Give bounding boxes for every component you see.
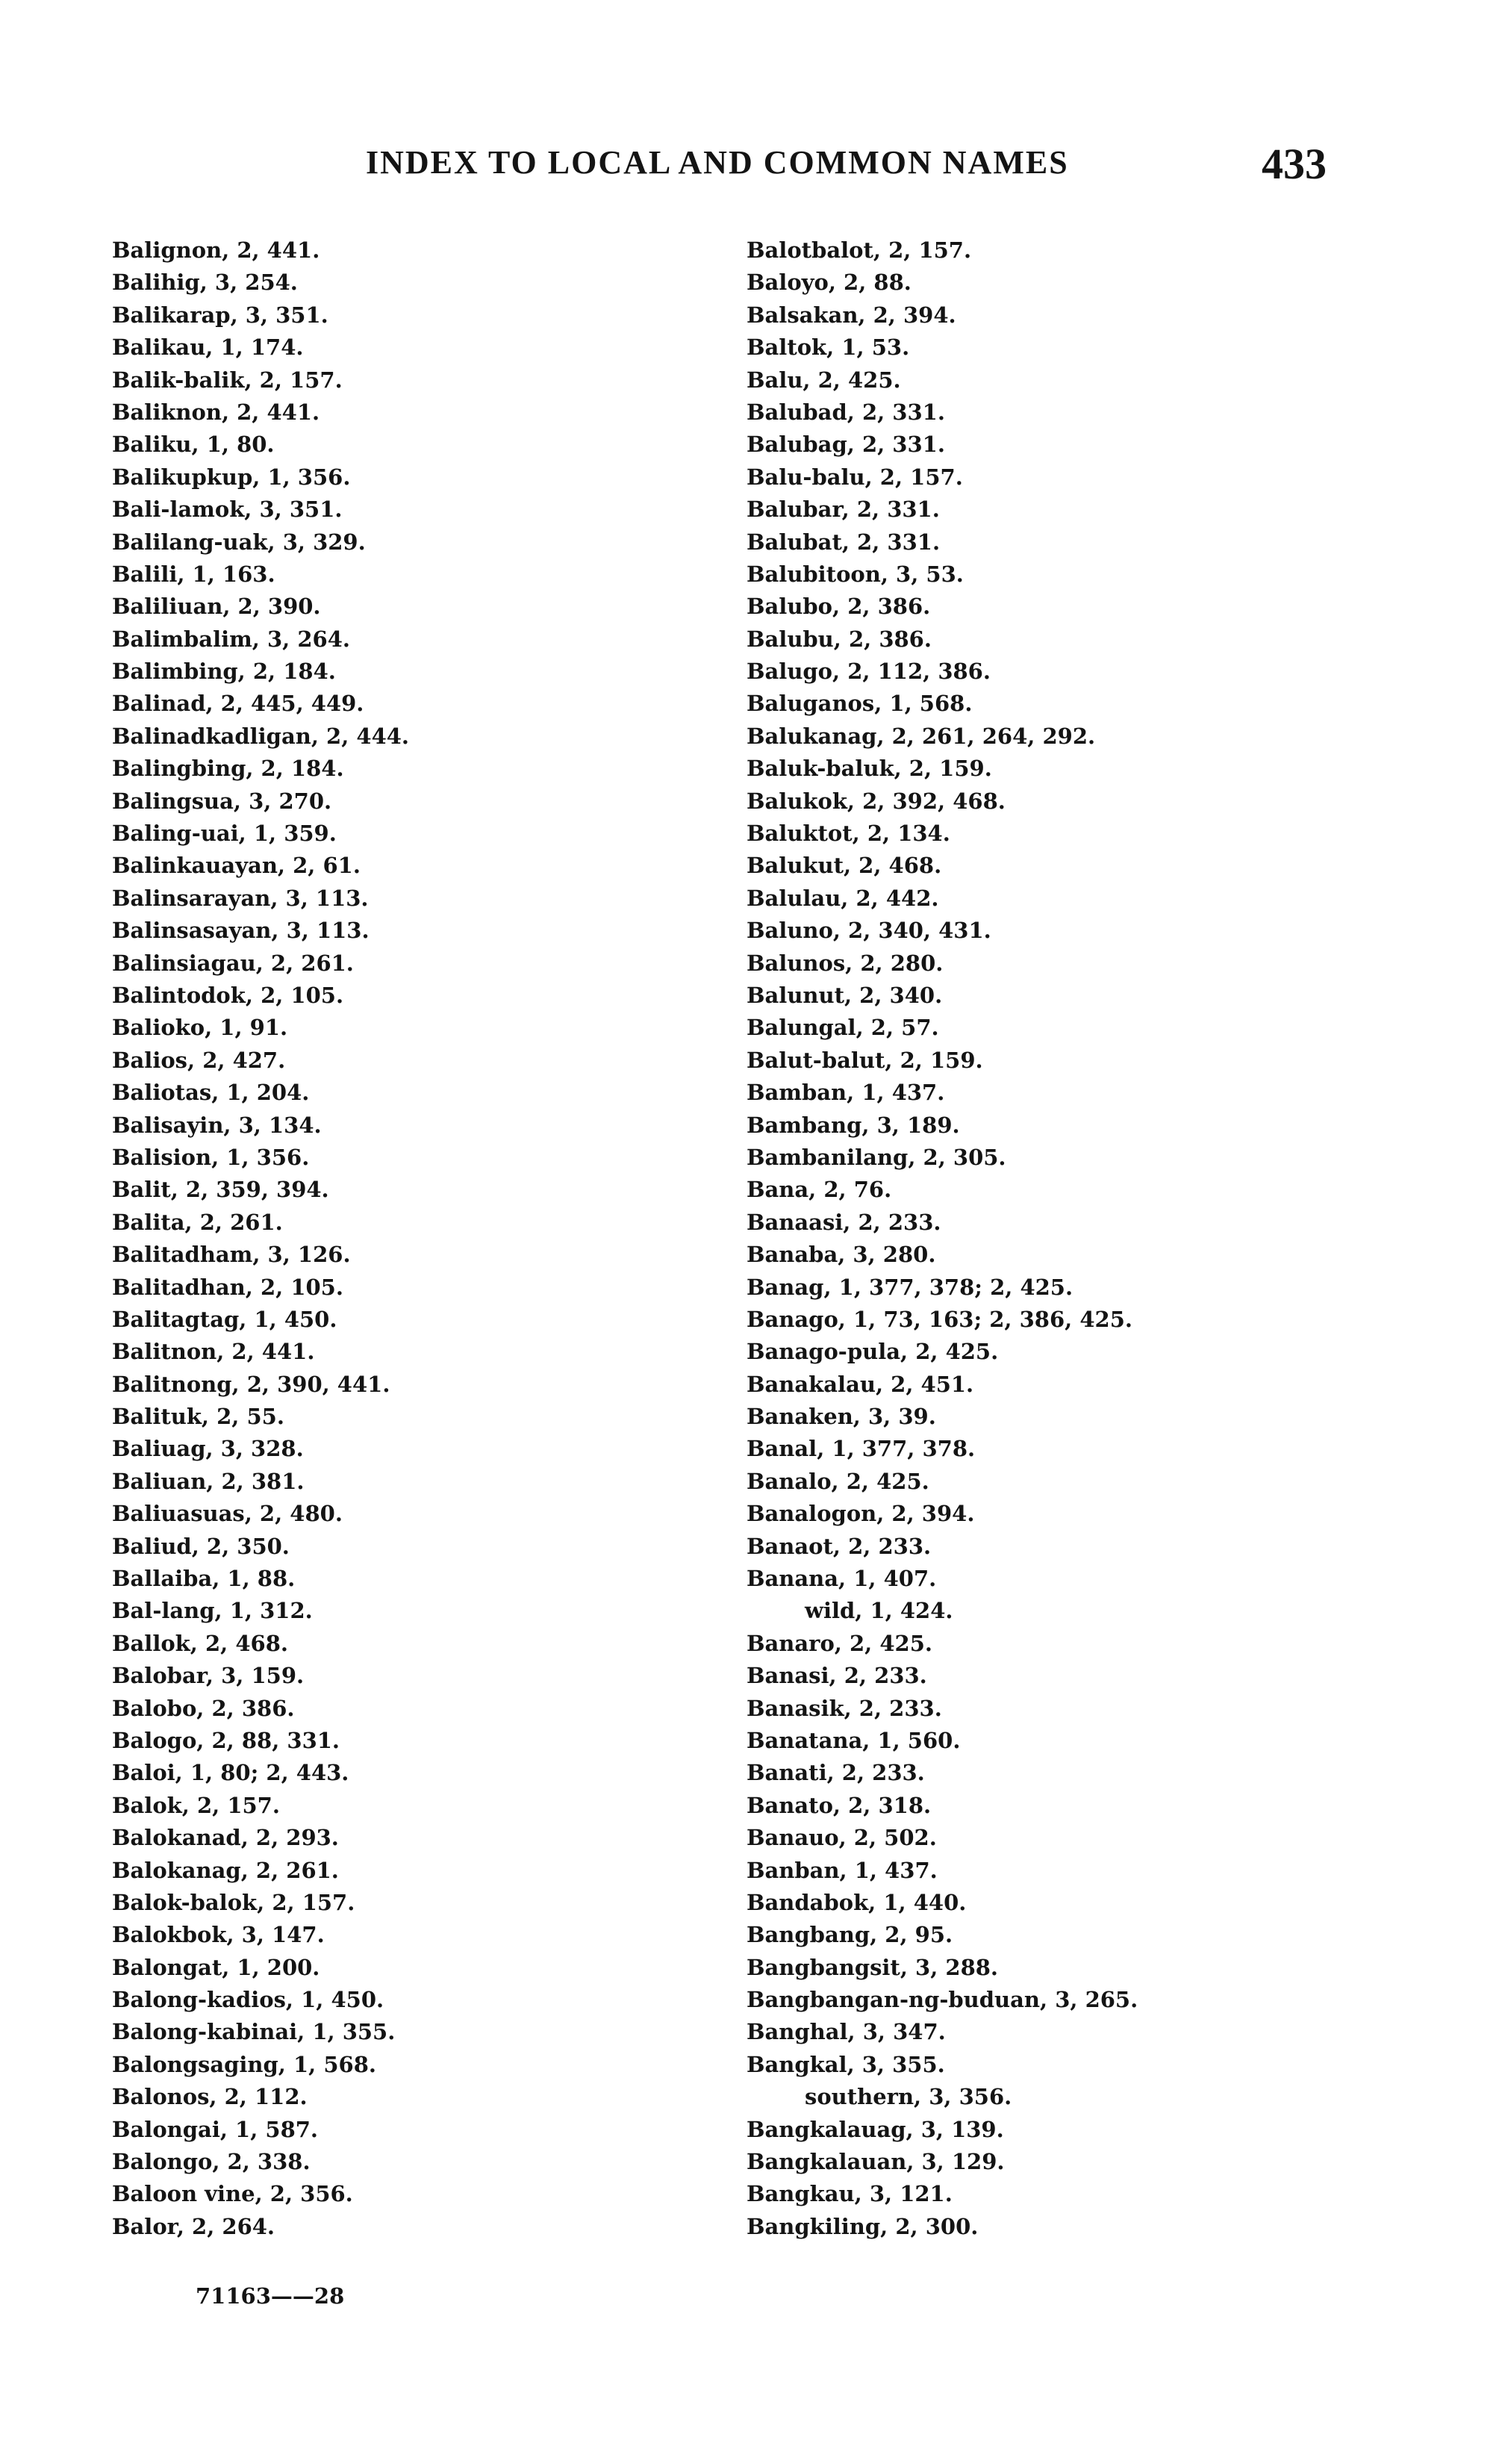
- index-entry: Balit, 2, 359, 394.: [112, 1177, 329, 1203]
- index-entry: Bangkau, 3, 121.: [747, 2181, 953, 2207]
- index-entry: Balunos, 2, 280.: [747, 950, 944, 976]
- index-entry: Bamban, 1, 437.: [747, 1080, 945, 1106]
- index-entry: Balubitoon, 3, 53.: [747, 561, 964, 587]
- index-entry: Balong-kadios, 1, 450.: [112, 1987, 384, 2013]
- index-entry: Baliud, 2, 350.: [112, 1533, 290, 1559]
- index-entry: Baliknon, 2, 441.: [112, 399, 320, 425]
- index-entry: Banal, 1, 377, 378.: [747, 1436, 976, 1462]
- index-entry: Banaot, 2, 233.: [747, 1533, 932, 1559]
- index-entry: Bangbang, 2, 95.: [747, 1922, 953, 1948]
- index-entry: Baluganos, 1, 568.: [747, 691, 973, 717]
- index-entry: Balitagtag, 1, 450.: [112, 1306, 337, 1332]
- index-entry: Bambang, 3, 189.: [747, 1112, 960, 1138]
- index-entry: Balingsua, 3, 270.: [112, 788, 332, 814]
- index-entry: Bandabok, 1, 440.: [747, 1889, 967, 1915]
- index-column-left: [112, 234, 724, 2243]
- index-entry: Banakalau, 2, 451.: [747, 1371, 974, 1397]
- index-entry: Bal-lang, 1, 312.: [112, 1598, 313, 1624]
- index-entry: Baling-uai, 1, 359.: [112, 821, 337, 847]
- index-entry: Baliotas, 1, 204.: [112, 1080, 310, 1106]
- index-entry: Baluktot, 2, 134.: [747, 821, 950, 847]
- index-entry: Balongsaging, 1, 568.: [112, 2051, 376, 2077]
- index-entry: Balubat, 2, 331.: [747, 529, 941, 555]
- index-subentry: wild, 1, 424.: [805, 1598, 953, 1624]
- index-entry: Balsakan, 2, 394.: [747, 302, 956, 328]
- index-entry: Balinad, 2, 445, 449.: [112, 691, 364, 717]
- index-entry: Bangbangsit, 3, 288.: [747, 1954, 999, 1980]
- index-entry: Baloyo, 2, 88.: [747, 270, 912, 296]
- index-entry: Bangkalauag, 3, 139.: [747, 2116, 1004, 2142]
- index-entry: Baltok, 1, 53.: [747, 335, 910, 361]
- index-entry: Balubo, 2, 386.: [747, 594, 931, 620]
- index-entry: Balunut, 2, 340.: [747, 982, 943, 1008]
- index-entry: Banalogon, 2, 394.: [747, 1501, 975, 1527]
- index-entry: Banghal, 3, 347.: [747, 2019, 946, 2045]
- index-entry: Banasi, 2, 233.: [747, 1663, 927, 1689]
- printer-signature: 71163——28: [196, 2283, 345, 2309]
- index-entry: Balimbing, 2, 184.: [112, 659, 336, 685]
- index-entry: Balinkauayan, 2, 61.: [112, 853, 361, 879]
- index-entry: Balukanag, 2, 261, 264, 292.: [747, 723, 1096, 749]
- index-entry: Banag, 1, 377, 378; 2, 425.: [747, 1274, 1073, 1300]
- index-entry: Bangkiling, 2, 300.: [747, 2213, 979, 2239]
- index-entry: Balonos, 2, 112.: [112, 2084, 308, 2110]
- index-entry: Banaro, 2, 425.: [747, 1630, 932, 1656]
- index-entry: Banalo, 2, 425.: [747, 1468, 929, 1494]
- index-entry: Balobo, 2, 386.: [112, 1695, 295, 1721]
- index-entry: Bali-lamok, 3, 351.: [112, 497, 343, 523]
- index-entry: Balintodok, 2, 105.: [112, 982, 344, 1008]
- index-entry: Balitnon, 2, 441.: [112, 1339, 315, 1365]
- index-entry: Ballok, 2, 468.: [112, 1630, 288, 1656]
- index-entry: Balongai, 1, 587.: [112, 2116, 319, 2142]
- index-entry: Baliliuan, 2, 390.: [112, 594, 321, 620]
- index-entry: Balok-balok, 2, 157.: [112, 1889, 355, 1915]
- index-entry: Balisayin, 3, 134.: [112, 1112, 322, 1138]
- index-entry: Balok, 2, 157.: [112, 1792, 280, 1818]
- index-entry: Banaken, 3, 39.: [747, 1404, 936, 1430]
- index-entry: Balor, 2, 264.: [112, 2213, 275, 2239]
- index-entry: Balios, 2, 427.: [112, 1047, 286, 1073]
- index-entry: Balioko, 1, 91.: [112, 1015, 288, 1041]
- index-entry: Balita, 2, 261.: [112, 1209, 283, 1235]
- index-entry: Balinsiagau, 2, 261.: [112, 950, 354, 976]
- index-entry: Balogo, 2, 88, 331.: [112, 1727, 340, 1753]
- index-entry: Baliuag, 3, 328.: [112, 1436, 304, 1462]
- index-entry: Balu, 2, 425.: [747, 367, 901, 393]
- index-entry: Baliku, 1, 80.: [112, 432, 275, 458]
- index-entry: Balili, 1, 163.: [112, 561, 275, 587]
- index-entry: Balokanag, 2, 261.: [112, 1857, 339, 1883]
- index-entry: Balinsarayan, 3, 113.: [112, 885, 369, 911]
- index-entry: Balinadkadligan, 2, 444.: [112, 723, 410, 749]
- index-entry: Balihig, 3, 254.: [112, 270, 298, 296]
- index-entry: Baluk-baluk, 2, 159.: [747, 756, 992, 782]
- index-entry: Banasik, 2, 233.: [747, 1695, 942, 1721]
- index-entry: Bambanilang, 2, 305.: [747, 1144, 1006, 1170]
- index-entry: Banaasi, 2, 233.: [747, 1209, 941, 1235]
- index-entry: Banago, 1, 73, 163; 2, 386, 425.: [747, 1306, 1132, 1332]
- index-entry: Balong-kabinai, 1, 355.: [112, 2019, 396, 2045]
- index-entry: Balingbing, 2, 184.: [112, 756, 344, 782]
- index-entry: Bangbangan-ng-buduan, 3, 265.: [747, 1987, 1138, 2013]
- index-entry: Balugo, 2, 112, 386.: [747, 659, 991, 685]
- index-entry: Balitadhan, 2, 105.: [112, 1274, 343, 1300]
- index-entry: Balubu, 2, 386.: [747, 626, 932, 652]
- index-entry: Balitadham, 3, 126.: [112, 1242, 351, 1268]
- index-entry: Balinsasayan, 3, 113.: [112, 918, 370, 944]
- index-entry: Balimbalim, 3, 264.: [112, 626, 350, 652]
- index-entry: Baluno, 2, 340, 431.: [747, 918, 991, 944]
- index-entry: Balikarap, 3, 351.: [112, 302, 328, 328]
- index-entry: Baloon vine, 2, 356.: [112, 2181, 353, 2207]
- index-subentry: southern, 3, 356.: [805, 2084, 1012, 2110]
- index-entry: Balituk, 2, 55.: [112, 1404, 284, 1430]
- index-entry: Bangkalauan, 3, 129.: [747, 2149, 1005, 2175]
- page-header-title: INDEX TO LOCAL AND COMMON NAMES: [366, 144, 1069, 181]
- index-column-right: [747, 234, 1418, 2243]
- index-entry: Balokanad, 2, 293.: [112, 1825, 339, 1851]
- index-entry: Baloi, 1, 80; 2, 443.: [112, 1760, 349, 1786]
- index-entry: Bangkal, 3, 355.: [747, 2051, 945, 2077]
- index-entry: Balubag, 2, 331.: [747, 432, 945, 458]
- index-entry: Bana, 2, 76.: [747, 1177, 892, 1203]
- index-entry: Balikupkup, 1, 356.: [112, 464, 351, 490]
- index-entry: Baliuasuas, 2, 480.: [112, 1501, 343, 1527]
- index-entry: Balut-balut, 2, 159.: [747, 1047, 983, 1073]
- index-entry: Banatana, 1, 560.: [747, 1727, 961, 1753]
- index-entry: Balukok, 2, 392, 468.: [747, 788, 1006, 814]
- index-entry: Balokbok, 3, 147.: [112, 1922, 325, 1948]
- index-entry: Balulau, 2, 442.: [747, 885, 939, 911]
- index-entry: Balongat, 1, 200.: [112, 1954, 320, 1980]
- index-entry: Banago-pula, 2, 425.: [747, 1339, 999, 1365]
- index-entry: Banaba, 3, 280.: [747, 1242, 936, 1268]
- index-entry: Banana, 1, 407.: [747, 1566, 937, 1592]
- index-entry: Balikau, 1, 174.: [112, 335, 304, 361]
- index-entry: Banauo, 2, 502.: [747, 1825, 937, 1851]
- index-entry: Balik-balik, 2, 157.: [112, 367, 343, 393]
- index-entry: Balungal, 2, 57.: [747, 1015, 939, 1041]
- index-entry: Balubad, 2, 331.: [747, 399, 945, 425]
- index-entry: Balignon, 2, 441.: [112, 237, 320, 263]
- index-entry: Balubar, 2, 331.: [747, 497, 940, 523]
- index-entry: Baliuan, 2, 381.: [112, 1468, 305, 1494]
- index-entry: Balotbalot, 2, 157.: [747, 237, 972, 263]
- index-entry: Ballaiba, 1, 88.: [112, 1566, 296, 1592]
- index-entry: Balobar, 3, 159.: [112, 1663, 305, 1689]
- index-entry: Balitnong, 2, 390, 441.: [112, 1371, 390, 1397]
- index-entry: Balukut, 2, 468.: [747, 853, 942, 879]
- index-entry: Banati, 2, 233.: [747, 1760, 925, 1786]
- index-entry: Balu-balu, 2, 157.: [747, 464, 963, 490]
- page-number: 433: [1262, 140, 1327, 188]
- index-entry: Banban, 1, 437.: [747, 1857, 938, 1883]
- index-entry: Banato, 2, 318.: [747, 1792, 932, 1818]
- index-entry: Balilang-uak, 3, 329.: [112, 529, 366, 555]
- index-entry: Balongo, 2, 338.: [112, 2149, 311, 2175]
- index-entry: Balision, 1, 356.: [112, 1144, 310, 1170]
